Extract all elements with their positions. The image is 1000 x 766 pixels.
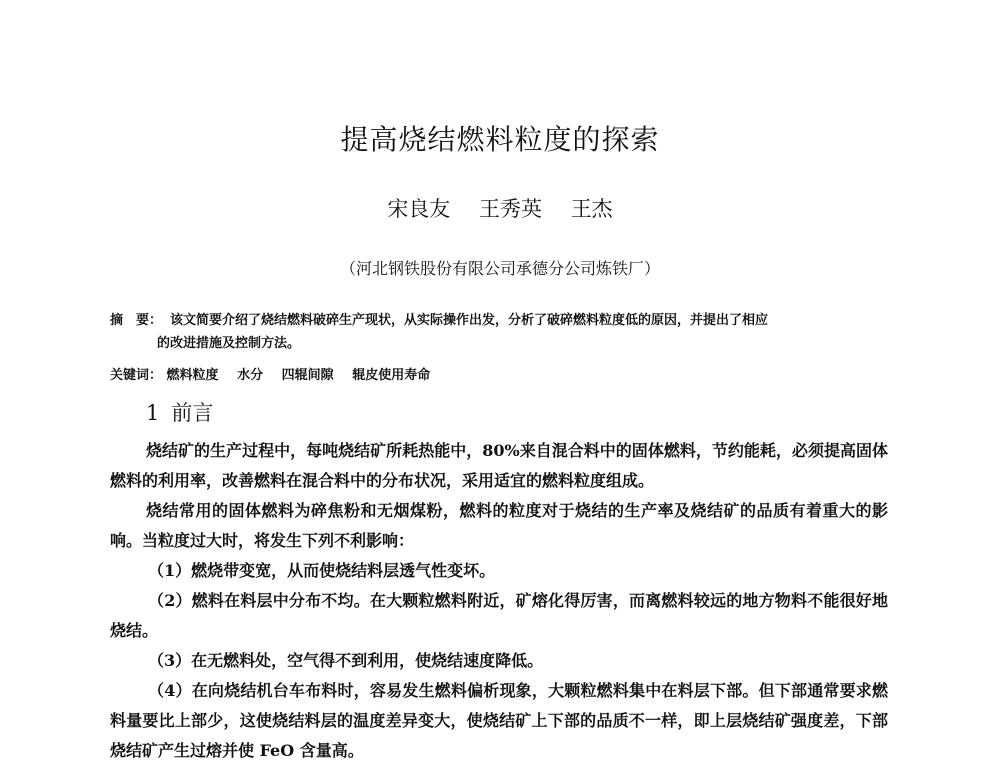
list-item: （1）燃烧带变宽，从而使烧结料层透气性变坏。 [148, 561, 496, 580]
author-name: 王杰 [570, 197, 613, 221]
author-list [0, 193, 1000, 223]
keywords-label: 关键词： [110, 368, 163, 383]
keyword: 燃料粒度 [166, 368, 219, 383]
paper-title: 提高烧结燃料粒度的探索 [340, 123, 660, 156]
keyword: 四辊间隙 [281, 368, 334, 383]
section-number: 1 [146, 401, 160, 425]
section-heading [146, 397, 213, 427]
paragraph: 烧结矿的生产过程中，每吨烧结矿所耗热能中，80%来自混合料中的固体燃料，节约能耗，必须提高固体燃料的利用率，改善燃料在混合料中的分布状况，采用适宜的燃料粒度组成。 [110, 441, 888, 490]
section-title: 前言 [171, 401, 214, 425]
list-item: （2）燃料在料层中分布不均。在大颗粒燃料附近，矿熔化得厉害，而离燃料较远的地方物料不能很好地烧结。 [110, 591, 888, 640]
author-name: 宋良友 [387, 197, 451, 221]
list-item: （3）在无燃料处，空气得不到利用，使烧结速度降低。 [148, 651, 544, 670]
abstract [110, 309, 888, 355]
abstract-text-line2: 的改进措施及控制方法。 [157, 336, 301, 351]
keyword: 辊皮使用寿命 [352, 368, 431, 383]
paragraph: 烧结常用的固体燃料为碎焦粉和无烟煤粉，燃料的粒度对于烧结的生产率及烧结矿的品质有着重大的影响。当粒度过大时，将发生下列不利影响： [110, 501, 888, 550]
author-name: 王秀英 [479, 197, 542, 221]
keywords [110, 364, 444, 383]
abstract-label: 摘 要： [110, 313, 163, 328]
list-item: （4）在向烧结机台车布料时，容易发生燃料偏析现象，大颗粒燃料集中在料层下部。但下部通常要求燃料量要比上部少，这使烧结料层的温度差异变大，使烧结矿上下部的品质不一样，即上层烧结矿强度差，下部烧结矿产生过熔并使 FeO 含量高。 [110, 681, 888, 760]
abstract-text-line1: 该文简要介绍了烧结燃料破碎生产现状，从实际操作出发，分析了破碎燃料粒度低的原因，并提出了相应 [170, 313, 769, 328]
keyword: 水分 [237, 368, 264, 383]
affiliation: （河北钢铁股份有限公司承德分公司炼铁厂） [339, 259, 660, 278]
body-text [110, 436, 888, 766]
